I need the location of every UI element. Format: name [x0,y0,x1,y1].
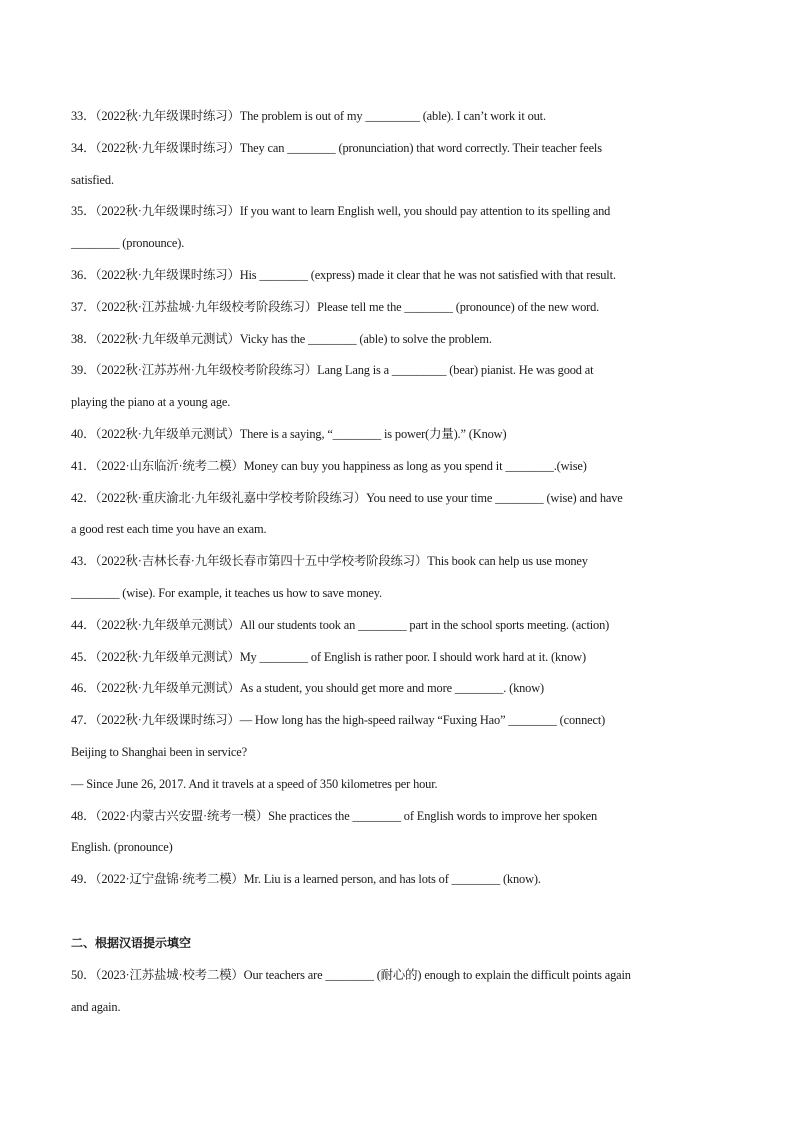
question-34-continuation: satisfied. [71,172,114,187]
section-title: 二、根据汉语提示填空 [71,935,192,950]
question-50-line: 50．（2023·江苏盐城·校考二模）Our teachers are ________ (耐心的) enough to explain the difficult points again [71,967,631,982]
question-40-line: 40．（2022秋·九年级单元测试）There is a saying, “________ is power(力量).” (Know) [71,426,507,441]
question-39-line: 39．（2022秋·江苏苏州·九年级校考阶段练习）Lang Lang is a _________ (bear) pianist. He was good at [71,363,594,378]
question-44-line: 44．（2022秋·九年级单元测试）All our students took an ________ part in the school sports meeting. (action) [71,617,610,632]
question-42-continuation: a good rest each time you have an exam. [71,522,267,537]
question-49-line: 49．（2022·辽宁盘锦·统考二模）Mr. Liu is a learned person, and has lots of ________ (know). [71,872,541,887]
question-35-line: 35．（2022秋·九年级课时练习）If you want to learn English well, you should pay attention to its spelling and [71,204,611,219]
question-39-continuation: playing the piano at a young age. [71,395,231,410]
question-36-line: 36．（2022秋·九年级课时练习）His ________ (express) made it clear that he was not satisfied with that result. [71,267,616,282]
question-35-continuation: ________ (pronounce). [71,236,185,251]
question-50-continuation: and again. [71,999,121,1014]
question-43-continuation: ________ (wise). For example, it teaches us how to save money. [71,585,382,600]
question-38-line: 38．（2022秋·九年级单元测试）Vicky has the ________ (able) to solve the problem. [71,331,492,346]
exercise-content [71,101,723,1023]
question-42-line: 42．（2022秋·重庆渝北·九年级礼嘉中学校考阶段练习）You need to use your time ________ (wise) and have [71,490,623,505]
question-33-line: 33．（2022秋·九年级课时练习）The problem is out of my _________ (able). I can’t work it out. [71,109,546,123]
question-47-answer-line: — Since June 26, 2017. And it travels at a speed of 350 kilometres per hour. [71,776,438,791]
question-45-line: 45．（2022秋·九年级单元测试）My ________ of English is rather poor. I should work hard at it. (know) [71,649,586,664]
question-46-line: 46．（2022秋·九年级单元测试）As a student, you should get more and more ________. (know) [71,681,545,696]
question-48-line: 48．（2022·内蒙古兴安盟·统考一模）She practices the ________ of English words to improve her spoken [71,808,598,823]
question-43-line: 43．（2022秋·吉林长春·九年级长春市第四十五中学校考阶段练习）This book can help us use money [71,554,588,569]
section-spacer [71,896,723,928]
question-47-continuation: Beijing to Shanghai been in service? [71,744,247,759]
question-37-line: 37．（2022秋·江苏盐城·九年级校考阶段练习）Please tell me the ________ (pronounce) of the new word. [71,299,600,314]
question-48-continuation: English. (pronounce) [71,840,173,855]
question-47-line: 47．（2022秋·九年级课时练习）— How long has the high-speed railway “Fuxing Hao” ________ (connect) [71,713,606,728]
question-34-line: 34．（2022秋·九年级课时练习）They can ________ (pronunciation) that word correctly. Their teacher feels [71,140,602,155]
question-41-line: 41．（2022·山东临沂·统考二模）Money can buy you happiness as long as you spend it ________.(wise) [71,458,587,473]
